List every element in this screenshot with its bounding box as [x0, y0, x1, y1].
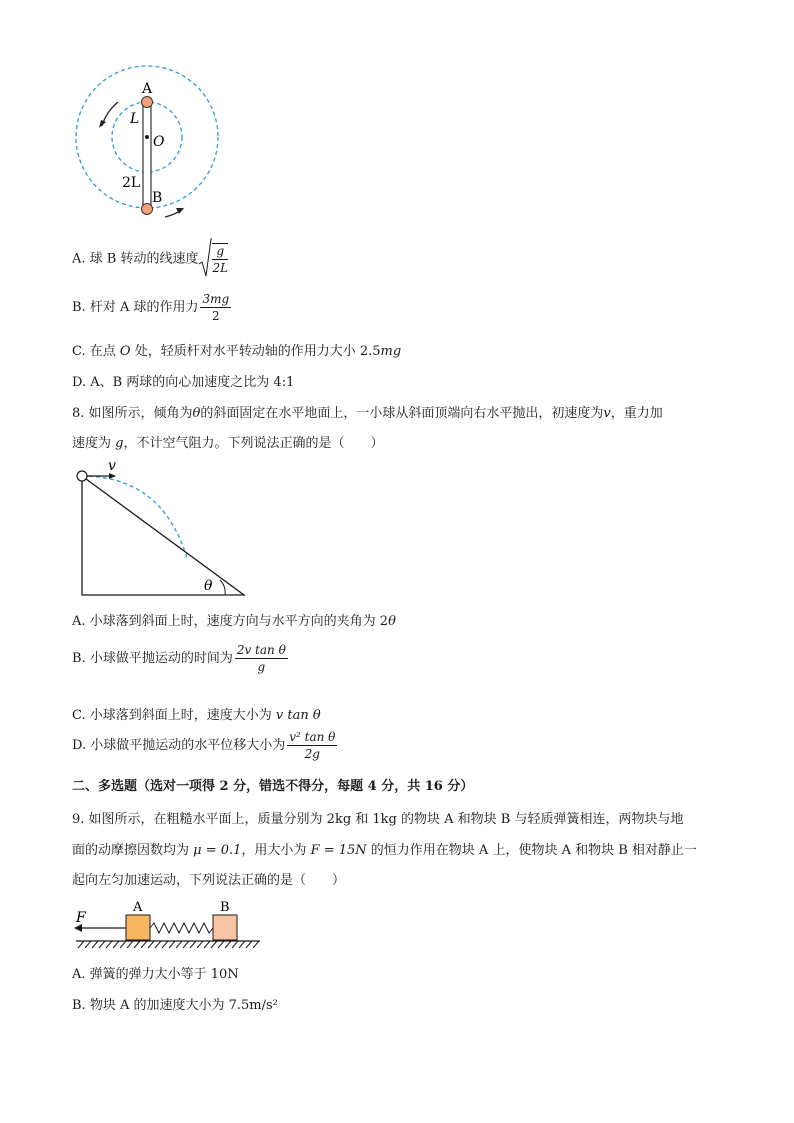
q7-a-num: g: [212, 244, 228, 260]
rod: [143, 102, 151, 209]
block-a: [126, 915, 150, 940]
point-o: O: [119, 344, 131, 359]
angle-arc: [220, 580, 225, 595]
spring: [150, 923, 213, 933]
pivot-o: [145, 135, 149, 139]
incline-triangle: [82, 476, 244, 595]
block-b: [213, 915, 237, 940]
label-b: B: [152, 190, 163, 206]
ball: [77, 471, 87, 481]
q8-option-c: C. 小球落到斜面上时，速度大小为 v tan θ: [72, 708, 321, 723]
ball-a: [142, 97, 153, 108]
label-f: F: [76, 910, 86, 926]
q8-d-num: v² tan θ: [289, 730, 336, 744]
q7-option-a: [72, 238, 228, 280]
sqrt-expr: [198, 238, 228, 280]
q9-option-b: B. 物块 A 的加速度大小为 7.5m/s²: [72, 998, 278, 1013]
projectile-incline-figure: [72, 458, 252, 600]
label-theta: θ: [204, 578, 213, 594]
q7-option-d: D. A、B 两球的向心加速度之比为 4:1: [72, 375, 295, 390]
ball-b: [142, 204, 153, 215]
q8-stem-line2: 速度为 g，不计空气阻力。下列说法正确的是（ ）: [72, 436, 384, 451]
q8-option-a: A. 小球落到斜面上时，速度方向与水平方向的夹角为 2θ: [72, 614, 396, 629]
q9-stem-line1: 9. 如图所示，在粗糙水平面上，质量分别为 2kg 和 1kg 的物块 A 和物块 B 与轻质弹簧相连，两物块与地: [72, 812, 684, 827]
circular-motion-figure: [70, 62, 230, 222]
q7-option-b-text: B. 杆对 A 球的作用力: [72, 300, 199, 315]
q9-stem-line2: 面的动摩擦因数均为 μ = 0.1，用大小为 F = 15N 的恒力作用在物块 A 上，使物块 A 和物块 B 相对静止一: [72, 843, 697, 858]
q7-option-a-text: A. 球 B 转动的线速度: [72, 251, 199, 267]
q8-stem-line1: 8. 如图所示，倾角为θ的斜面固定在水平地面上，一小球从斜面顶端向右水平抛出，初速度为v，重力加: [72, 406, 663, 421]
label-2l: 2L: [122, 175, 141, 191]
q9-option-a: A. 弹簧的弹力大小等于 10N: [72, 967, 239, 982]
q7-b-den: 2: [212, 309, 220, 323]
q9-stem-line3: 起向左匀加速运动，下列说法正确的是（ ）: [72, 873, 346, 888]
q7-b-num: 3mg: [202, 292, 230, 306]
section-title: 二、多选题（选对一项得 2 分，错选不得分，每题 4 分，共 16 分）: [72, 779, 474, 794]
q7-option-c: C. 在点 O 处，轻质杆对水平转动轴的作用力大小 2.5mg: [72, 344, 402, 359]
q7-option-b: [72, 292, 231, 323]
q8-d-den: 2g: [304, 747, 320, 761]
label-l: L: [130, 111, 140, 127]
q8-option-b: B. 小球做平抛运动的时间为 $\frac{\text{2v tan θ}}{g}$: [72, 643, 286, 674]
q8-b-den: g: [257, 660, 266, 674]
label-block-a: A: [133, 900, 143, 915]
label-v: v: [108, 458, 116, 474]
q8-option-d: D. 小球做平抛运动的水平位移大小为 $\frac{\text{v² tan θ}}{2g}$: [72, 730, 336, 761]
label-block-b: B: [220, 900, 230, 915]
q8-b-num: 2v tan θ: [236, 643, 286, 657]
spring-blocks-figure: [72, 896, 262, 952]
rotation-arrowhead-top: [99, 120, 106, 128]
label-o: O: [153, 134, 165, 150]
label-a: A: [142, 81, 153, 97]
ground-hatching: [78, 941, 259, 948]
q7-a-den: 2L: [212, 261, 229, 275]
